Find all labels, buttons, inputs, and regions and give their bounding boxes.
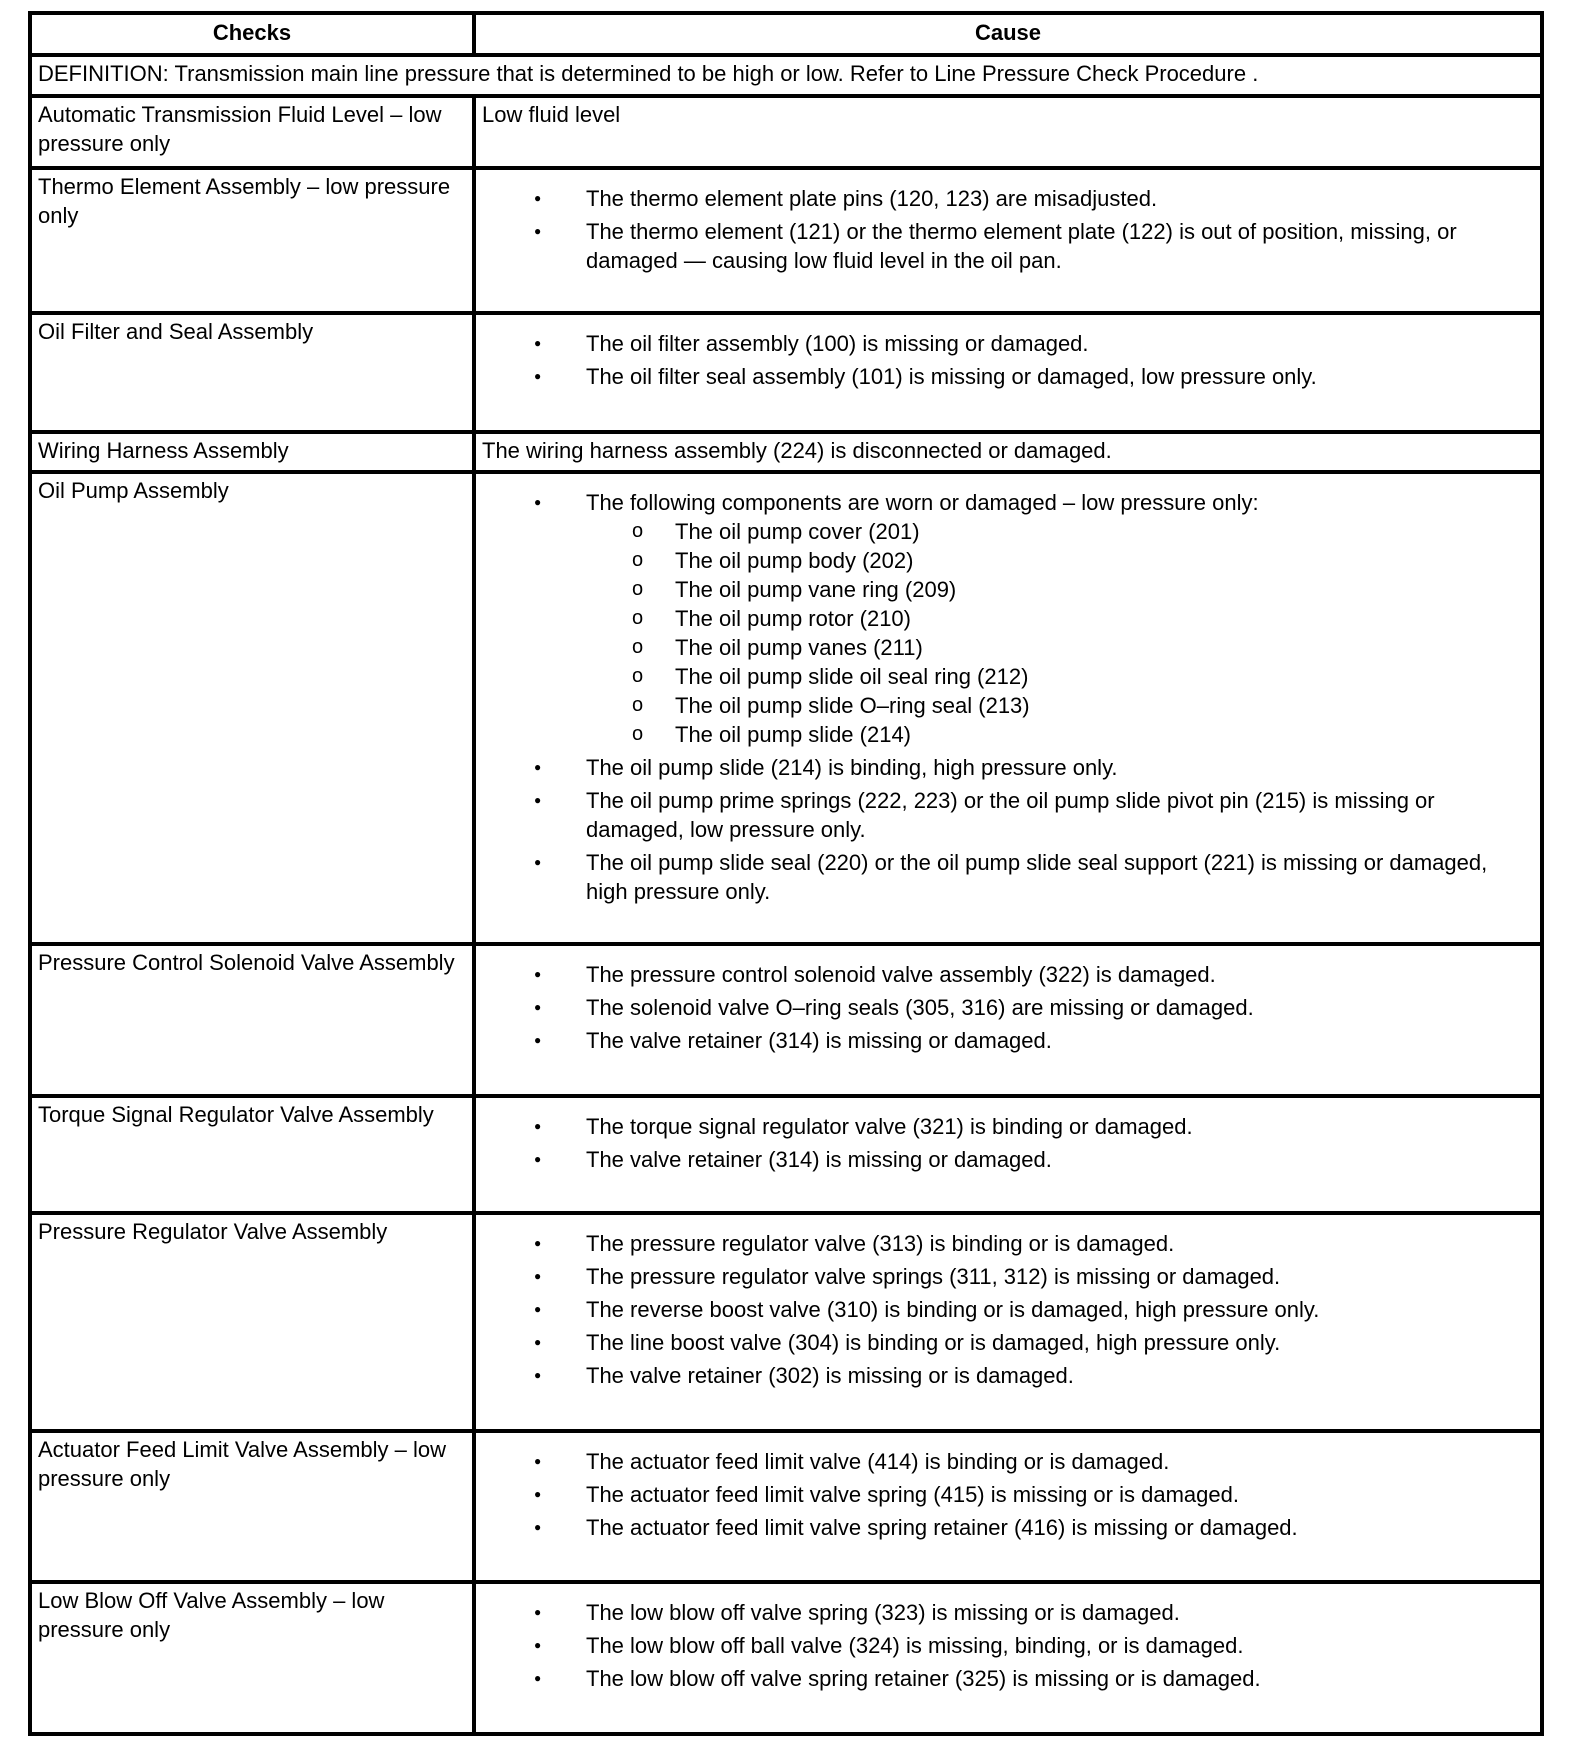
table-row xyxy=(30,1431,1542,1582)
cause-list xyxy=(482,1112,1534,1174)
list-item-text: The pressure regulator valve springs (311, 312) is missing or damaged. xyxy=(586,1264,1281,1289)
list-item xyxy=(482,488,1534,517)
list-item-text: The following components are worn or damaged – low pressure only: xyxy=(586,490,1259,515)
cause-list xyxy=(482,960,1534,1055)
list-item-text: The thermo element (121) or the thermo element plate (122) is out of position, missing, or damaged — causing low fluid level in the oil pan. xyxy=(586,219,1457,273)
sub-list-item xyxy=(482,633,1534,662)
bullet-icon: ● xyxy=(534,1368,542,1382)
bullet-icon: ● xyxy=(534,1236,542,1250)
list-item xyxy=(482,753,1534,782)
list-item-text: The oil pump vanes (211) xyxy=(675,635,923,660)
header-row xyxy=(30,13,1542,55)
bullet-icon: ● xyxy=(534,760,542,774)
bullet-icon: ● xyxy=(534,224,542,238)
list-item-text: The oil pump slide seal (220) or the oil pump slide seal support (221) is missing or damaged, high pressure only. xyxy=(586,850,1488,904)
list-item-text: The low blow off valve spring retainer (325) is missing or is damaged. xyxy=(586,1666,1261,1691)
cause-list xyxy=(482,329,1534,391)
cause-cell xyxy=(474,1096,1542,1213)
table-row xyxy=(30,96,1542,168)
list-item-text: The oil pump slide O–ring seal (213) xyxy=(675,693,1030,718)
check-cell: Low Blow Off Valve Assembly – low pressure only xyxy=(30,1582,474,1734)
list-item xyxy=(482,329,1534,358)
list-item-text: The oil pump body (202) xyxy=(675,548,914,573)
list-item-text: The low blow off valve spring (323) is missing or is damaged. xyxy=(586,1600,1180,1625)
check-cell: Thermo Element Assembly – low pressure only xyxy=(30,168,474,313)
diagnostic-table xyxy=(28,11,1544,1736)
list-item xyxy=(482,1026,1534,1055)
list-item-text: The oil filter seal assembly (101) is missing or damaged, low pressure only. xyxy=(586,364,1317,389)
list-item xyxy=(482,1361,1534,1390)
list-item xyxy=(482,786,1534,844)
cause-list xyxy=(482,1229,1534,1390)
bullet-icon: ● xyxy=(534,1605,542,1619)
list-item-text: The reverse boost valve (310) is binding or is damaged, high pressure only. xyxy=(586,1297,1320,1322)
bullet-icon: ● xyxy=(534,1302,542,1316)
sub-list-item xyxy=(482,546,1534,575)
definition-row xyxy=(30,55,1542,96)
sub-list-item xyxy=(482,691,1534,720)
bullet-icon: ● xyxy=(534,967,542,981)
table-row xyxy=(30,472,1542,944)
list-item-text: The valve retainer (314) is missing or damaged. xyxy=(586,1147,1052,1172)
list-item-text: The actuator feed limit valve spring (415) is missing or is damaged. xyxy=(586,1482,1239,1507)
circle-bullet-icon: o xyxy=(632,665,644,687)
list-item-text: The oil pump cover (201) xyxy=(675,519,920,544)
cause-list xyxy=(482,184,1534,275)
bullet-icon: ● xyxy=(534,855,542,869)
list-item xyxy=(482,1328,1534,1357)
bullet-icon: ● xyxy=(534,1671,542,1685)
sub-list-item xyxy=(482,604,1534,633)
bullet-icon: ● xyxy=(534,336,542,350)
bullet-icon: ● xyxy=(534,1520,542,1534)
check-cell: Wiring Harness Assembly xyxy=(30,432,474,472)
list-item-text: The valve retainer (302) is missing or is damaged. xyxy=(586,1363,1074,1388)
cause-list xyxy=(482,488,1534,906)
bullet-icon: ● xyxy=(534,1487,542,1501)
list-item xyxy=(482,993,1534,1022)
list-item-text: The oil pump vane ring (209) xyxy=(675,577,957,602)
table-row xyxy=(30,168,1542,313)
cause-cell xyxy=(474,1431,1542,1582)
list-item xyxy=(482,1664,1534,1693)
list-item-text: The oil pump prime springs (222, 223) or the oil pump slide pivot pin (215) is missing or damaged, low pressure only. xyxy=(586,788,1435,842)
cause-cell xyxy=(474,944,1542,1096)
circle-bullet-icon: o xyxy=(632,578,644,600)
cause-list xyxy=(482,1447,1534,1542)
table-row xyxy=(30,1213,1542,1431)
cause-cell xyxy=(474,1213,1542,1431)
table-row xyxy=(30,1096,1542,1213)
table-row xyxy=(30,432,1542,472)
table-row xyxy=(30,1582,1542,1734)
check-cell: Automatic Transmission Fluid Level – low pressure only xyxy=(30,96,474,168)
circle-bullet-icon: o xyxy=(632,694,644,716)
sub-list-item xyxy=(482,517,1534,546)
list-item-text: The actuator feed limit valve (414) is binding or is damaged. xyxy=(586,1449,1170,1474)
list-item xyxy=(482,1598,1534,1627)
list-item xyxy=(482,217,1534,275)
list-item-text: The actuator feed limit valve spring retainer (416) is missing or damaged. xyxy=(586,1515,1298,1540)
list-item xyxy=(482,1262,1534,1291)
list-item-text: The torque signal regulator valve (321) is binding or damaged. xyxy=(586,1114,1193,1139)
list-item xyxy=(482,1631,1534,1660)
sub-list-item xyxy=(482,662,1534,691)
list-item xyxy=(482,1480,1534,1509)
check-cell: Torque Signal Regulator Valve Assembly xyxy=(30,1096,474,1213)
list-item-text: The thermo element plate pins (120, 123) are misadjusted. xyxy=(586,186,1158,211)
cause-header: Cause xyxy=(474,13,1542,55)
list-item xyxy=(482,362,1534,391)
bullet-icon: ● xyxy=(534,1119,542,1133)
bullet-icon: ● xyxy=(534,1335,542,1349)
list-item xyxy=(482,1145,1534,1174)
check-cell: Oil Pump Assembly xyxy=(30,472,474,944)
list-item xyxy=(482,1295,1534,1324)
list-item xyxy=(482,1112,1534,1141)
bullet-icon: ● xyxy=(534,1638,542,1652)
sub-list-item xyxy=(482,720,1534,749)
list-item xyxy=(482,1447,1534,1476)
check-cell: Pressure Control Solenoid Valve Assembly xyxy=(30,944,474,1096)
checks-header: Checks xyxy=(30,13,474,55)
list-item-text: The valve retainer (314) is missing or damaged. xyxy=(586,1028,1052,1053)
list-item-text: The solenoid valve O–ring seals (305, 316) are missing or damaged. xyxy=(586,995,1254,1020)
table-row xyxy=(30,944,1542,1096)
bullet-icon: ● xyxy=(534,1454,542,1468)
circle-bullet-icon: o xyxy=(632,723,644,745)
bullet-icon: ● xyxy=(534,1269,542,1283)
list-item xyxy=(482,848,1534,906)
bullet-icon: ● xyxy=(534,1033,542,1047)
bullet-icon: ● xyxy=(534,191,542,205)
list-item xyxy=(482,960,1534,989)
definition-text: DEFINITION: Transmission main line pressure that is determined to be high or low. Refer to Line Pressure Check Procedure . xyxy=(30,55,1542,96)
list-item-text: The oil pump slide (214) xyxy=(675,722,912,747)
check-cell: Pressure Regulator Valve Assembly xyxy=(30,1213,474,1431)
list-item-text: The oil pump slide (214) is binding, high pressure only. xyxy=(586,755,1118,780)
list-item-text: The pressure regulator valve (313) is binding or is damaged. xyxy=(586,1231,1175,1256)
cause-list xyxy=(482,1598,1534,1693)
check-cell: Actuator Feed Limit Valve Assembly – low pressure only xyxy=(30,1431,474,1582)
bullet-icon: ● xyxy=(534,793,542,807)
list-item-text: The oil pump rotor (210) xyxy=(675,606,911,631)
cause-cell xyxy=(474,313,1542,432)
circle-bullet-icon: o xyxy=(632,520,644,542)
sub-list xyxy=(482,517,1534,749)
list-item-text: The pressure control solenoid valve assembly (322) is damaged. xyxy=(586,962,1216,987)
cause-cell xyxy=(474,1582,1542,1734)
check-cell: Oil Filter and Seal Assembly xyxy=(30,313,474,432)
list-item xyxy=(482,1229,1534,1258)
list-item xyxy=(482,1513,1534,1542)
list-item-text: The low blow off ball valve (324) is missing, binding, or is damaged. xyxy=(586,1633,1244,1658)
bullet-icon: ● xyxy=(534,1152,542,1166)
circle-bullet-icon: o xyxy=(632,549,644,571)
list-item-text: The line boost valve (304) is binding or is damaged, high pressure only. xyxy=(586,1330,1281,1355)
circle-bullet-icon: o xyxy=(632,607,644,629)
bullet-icon: ● xyxy=(534,369,542,383)
cause-cell xyxy=(474,472,1542,944)
list-item xyxy=(482,184,1534,213)
cause-cell: The wiring harness assembly (224) is disconnected or damaged. xyxy=(474,432,1542,472)
cause-cell: Low fluid level xyxy=(474,96,1542,168)
circle-bullet-icon: o xyxy=(632,636,644,658)
sub-list-item xyxy=(482,575,1534,604)
list-item-text: The oil pump slide oil seal ring (212) xyxy=(675,664,1029,689)
table-row xyxy=(30,313,1542,432)
bullet-icon: ● xyxy=(534,495,542,509)
list-item-text: The oil filter assembly (100) is missing or damaged. xyxy=(586,331,1089,356)
bullet-icon: ● xyxy=(534,1000,542,1014)
cause-cell xyxy=(474,168,1542,313)
